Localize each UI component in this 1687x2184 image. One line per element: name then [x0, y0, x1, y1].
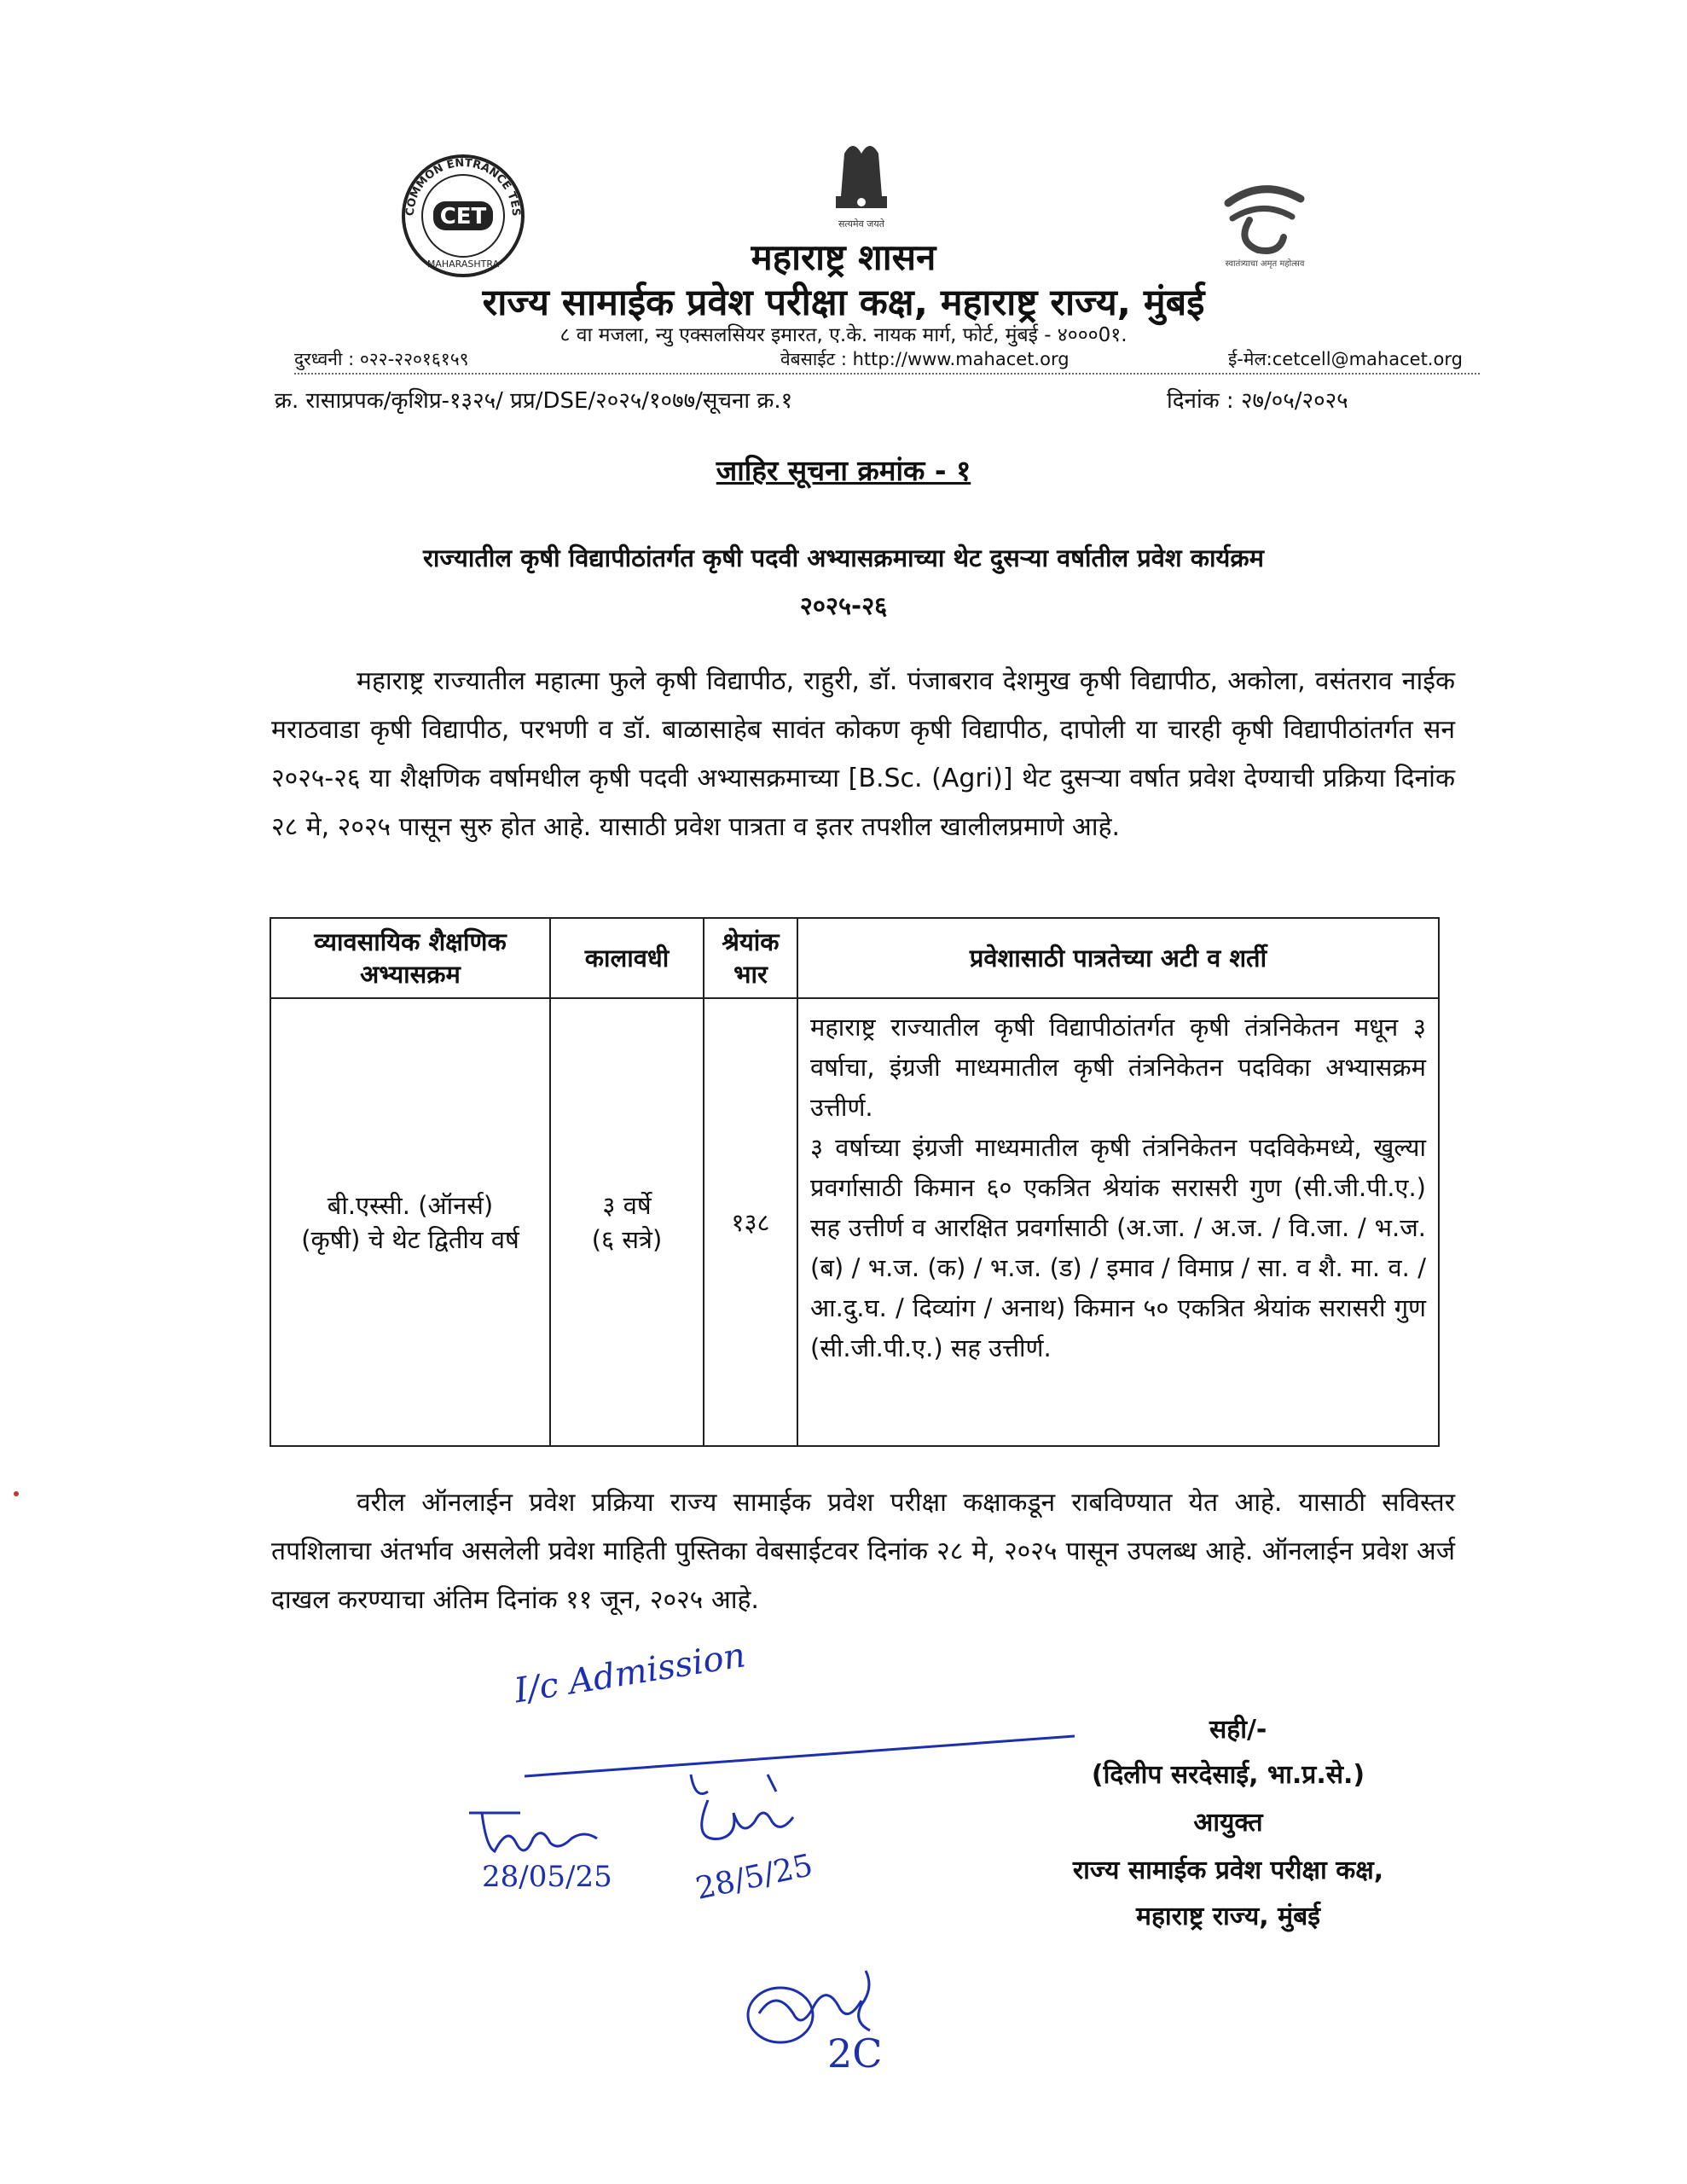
notice-title-text: जाहिर सूचना क्रमांक - १ [716, 454, 971, 487]
header-eligibility: प्रवेशासाठी पात्रतेच्या अटी व शर्ती [797, 918, 1439, 998]
signature-scribble-1 [461, 1800, 631, 1860]
signed-mark: सही/- [1209, 1715, 1267, 1745]
cet-logo-ring-text: COMMON ENTRANCE TES [403, 156, 523, 217]
signature-scribble-3 [738, 1954, 908, 2082]
signatory-name: (दिलीप सरदेसाई, भा.प्र.से.) [1091, 1760, 1365, 1790]
signatory-designation: आयुक्त [1193, 1808, 1263, 1838]
cet-logo-state: MAHARASHTRA [426, 258, 500, 270]
table-row [270, 998, 1439, 1446]
duration-semesters: (६ सत्रे) [591, 1224, 663, 1254]
website-link[interactable]: वेबसाईट : http://www.mahacet.org [780, 349, 1070, 369]
email-link[interactable]: ई-मेल:cetcell@mahacet.org [1228, 349, 1463, 369]
reference-number: क्र. रासाप्रपक/कृशिप्र-१३२५/ प्रप्र/DSE/२०२५/१०७७/सूचना क्र.१ [275, 388, 793, 414]
signatory-office: राज्य सामाईक प्रवेश परीक्षा कक्ष, [1072, 1856, 1384, 1885]
handwritten-date-1: 28/05/25 [482, 1860, 612, 1894]
course-name: बी.एस्सी. (ऑनर्स) (कृषी) चे थेट द्वितीय वर्ष [301, 1190, 519, 1254]
emblem-motto: सत्यमेव जयते [838, 218, 885, 229]
notice-date: दिनांक : २७/०५/२०२५ [1167, 388, 1348, 414]
signatory-location: महाराष्ट्र राज्य, मुंबई [1136, 1902, 1320, 1931]
government-title: महाराष्ट्र शासन [751, 236, 936, 278]
eligibility-condition-1: महाराष्ट्र राज्यातील कृषी विद्यापीठांतर्गत कृषी तंत्रनिकेतन मधून ३ वर्षाचा, इंग्रजी माध्यमातील कृषी तंत्रनिकेतन पदविका अभ्यासक्रम उत्तीर्ण. [810, 1013, 1426, 1122]
table-header-row [270, 918, 1439, 998]
cell-credits: १३८ [704, 998, 797, 1446]
subject [247, 534, 1440, 630]
right-logo-tagline: स्वातंत्र्याचा अमृत महोत्सव [1225, 259, 1305, 269]
cell-duration [550, 998, 704, 1446]
phone-number: दुरध्वनी : ०२२-२२०१६१५९ [294, 349, 469, 369]
cet-logo-abbr: CET [439, 204, 487, 229]
contact-row [294, 347, 1480, 375]
office-name: राज्य सामाईक प्रवेश परीक्षा कक्ष, महाराष्ट्र राज्य, मुंबई [482, 282, 1205, 324]
handwritten-note: I/c Admission [512, 1635, 749, 1711]
eligibility-condition-2: ३ वर्षाच्या इंग्रजी माध्यमातील कृषी तंत्रनिकेतन पदविकेमध्ये, खुल्या प्रवर्गासाठी किमान ६० एकत्रित श्रेयांक सरासरी गुण (सी.जी.पी.ए.) सह उत्तीर्ण व आरक्षित प्रवर्गासाठी (अ.जा. / अ.ज. / वि.जा. / भ.ज. (ब) / भ.ज. (क) / भ.ज. (ड) / इमाव / विमाप्र / सा. व शै. मा. व. / आ.दु.घ. / दिव्यांग / अनाथ) किमान ५० एकत्रित श्रेयांक सरासरी गुण (सी.जी.पी.ए.) सह उत्तीर्ण. [810, 1133, 1426, 1362]
subject-line-1: राज्यातील कृषी विद्यापीठांतर्गत कृषी पदवी अभ्यासक्रमाच्या थेट दुसऱ्या वर्षातील प्रवेश कार्यक्रम [423, 543, 1264, 572]
stray-mark [14, 1491, 19, 1496]
notice-title [0, 450, 1687, 489]
header-duration: कालावधी [550, 918, 704, 998]
closing-paragraph: वरील ऑनलाईन प्रवेश प्रक्रिया राज्य सामाईक प्रवेश परीक्षा कक्षाकडून राबविण्यात येत आहे. यासाठी सविस्तर तपशिलाचा अंतर्भाव असलेली प्रवेश माहिती पुस्तिका वेबसाईटवर दिनांक २८ मे, २०२५ पासून उपलब्ध आहे. ऑनलाईन प्रवेश अर्ज दाखल करण्याचा अंतिम दिनांक ११ जून, २०२५ आहे. [271, 1488, 1455, 1615]
handwritten-initials: 2C [827, 2030, 883, 2077]
state-emblem [810, 136, 913, 237]
cell-course [270, 998, 550, 1446]
header-course: व्यावसायिक शैक्षणिक अभ्यासक्रम [270, 918, 550, 998]
duration-years: ३ वर्षे [602, 1190, 652, 1220]
handwritten-date-2: 28/5/25 [693, 1848, 816, 1907]
header-credits: श्रेयांक भार [704, 918, 797, 998]
intro-paragraph: महाराष्ट्र राज्यातील महात्मा फुले कृषी विद्यापीठ, राहुरी, डॉ. पंजाबराव देशमुख कृषी विद्यापीठ, अकोला, वसंतराव नाईक मराठवाडा कृषी विद्यापीठ, परभणी व डॉ. बाळासाहेब सावंत कोकण कृषी विद्यापीठ, दापोली या चारही कृषी विद्यापीठांतर्गत सन २०२५-२६ या शैक्षणिक वर्षामधील कृषी पदवी अभ्यासक्रमाच्या [B.Sc. (Agri)] थेट दुसऱ्या वर्षात प्रवेश देण्याची प्रक्रिया दिनांक २८ मे, २०२५ पासून सुरु होत आहे. यासाठी प्रवेश पात्रता व इतर तपशील खालीलप्रमाणे आहे. [271, 666, 1455, 842]
subject-line-2: २०२५-२६ [799, 591, 888, 620]
office-address: ८ वा मजला, न्यु एक्सलसियर इमारत, ए.के. नायक मार्ग, फोर्ट, मुंबई - ४०००0१. [559, 324, 1128, 346]
cell-eligibility [797, 998, 1439, 1446]
eligibility-table [270, 917, 1440, 1447]
